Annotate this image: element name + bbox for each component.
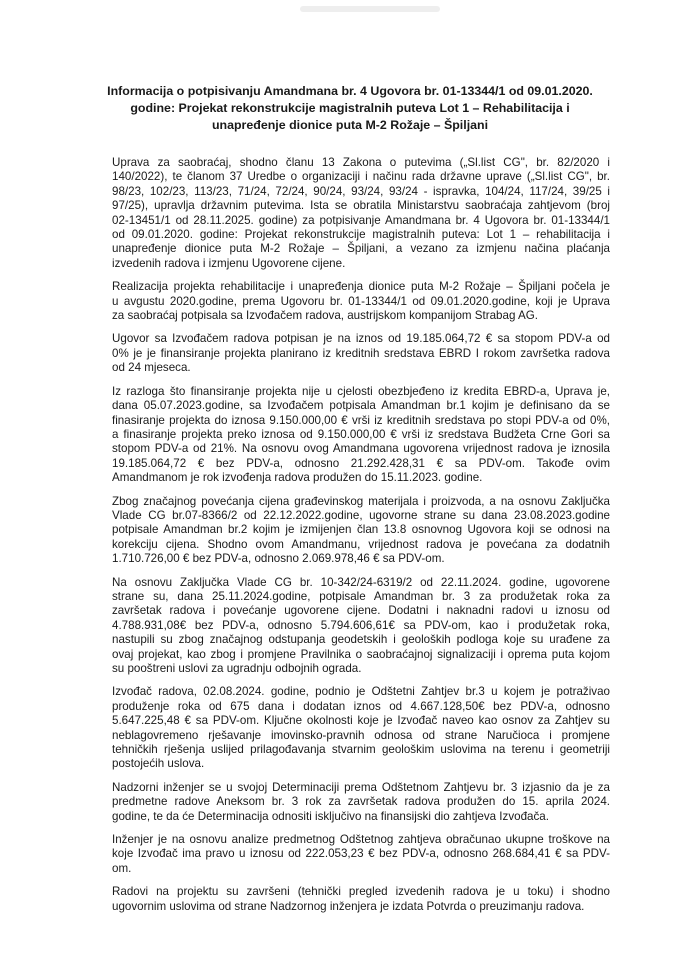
text-line: Nadzorni inženjer se u svojoj Determinaciji prema Odštetnom Zahtjevu br. 3 izjasnio da je za: [112, 780, 610, 794]
text-line: 19.185.064,72 € bez PDV-a, odnosno 21.292.428,31 € sa PDV-om. Takođe ovim: [112, 456, 610, 470]
text-line: Radovi na projektu su završeni (tehnički pregled izvedenih radova je u toku) i shodno: [112, 885, 610, 899]
text-line: su pooštreni uslovi za ugradnju odbojnih ograda.: [112, 662, 362, 675]
text-line: finasiranje projekta do iznosa 9.150.000,00 € vrši iz kreditnih sredstava po stopi PDV-a od 0%,: [112, 413, 610, 427]
text-line: 5.647.225,48 € sa PDV-om. Ključne okolnosti koje je Izvođač naveo kao osnov za Zahtjev su: [112, 714, 610, 728]
text-line: Realizacija projekta rehabilitacije i unapređenja dionice puta M-2 Rožaje – Špiljani počela je: [112, 280, 610, 294]
text-line: 1.710.726,00 € bez PDV-a, odnosno 2.069.978,46 € sa PDV-om.: [112, 552, 445, 566]
paragraph-2: [112, 280, 610, 323]
text-line: tehničkih rješenja uslijed prilagođavanja stvarnim geološkim uslovima na terenu i geometriji: [112, 743, 610, 757]
title-line: godine: Projekat rekonstrukcije magistralnih puteva Lot 1 – Rehabilitacija i: [130, 101, 570, 115]
text-line: 0% je je finansiranje projekta planirano iz kreditnih sredstava EBRD I rokom završetka radova: [112, 346, 610, 360]
text-line: Ugovor sa Izvođačem radova potpisan je na iznos od 19.185.064,72 € sa stopom PDV-a od: [112, 332, 610, 346]
text-line: Iz razloga što finansiranje projekta nije u cjelosti obezbjeđeno iz kredita EBRD-a, Uprava je,: [112, 384, 610, 398]
scan-artifact: [300, 6, 440, 12]
title-line: Informacija o potpisivanju Amandmana br. 4 Ugovora br. 01-13344/1 od 09.01.2020.: [107, 84, 593, 98]
text-line: Na osnovu Zaključka Vlade CG br. 10-342/24-6319/2 od 22.11.2024. godine, ugovorene: [112, 575, 610, 589]
paragraph-9: [112, 833, 610, 876]
text-line: potpisale Amandman br.2 kojim je izmijenjen član 13.8 osnovnog Ugovora koji se odnosi na: [112, 523, 610, 537]
text-line: Zbog značajnog povećanja cijena građevinskog materijala i proizvoda, a na osnovu Zaključka: [112, 494, 610, 508]
text-line: od 09.01.2020. godine: Projekat rekonstrukcije magistralnih puteva: Lot 1 – rehabilitacija i: [112, 228, 610, 242]
text-line: a finasiranje projekta preko iznosa od 9.150.000,00 € vrši iz sredstava Budžeta Crne Gori sa: [112, 427, 610, 441]
text-line: Izvođač radova, 02.08.2024. godine, podnio je Odštetni Zahtjev br.3 u kojem je potraživao: [112, 685, 610, 699]
paragraph-3: [112, 332, 610, 375]
text-line: Amandmanom je rok izvođenja radova produžen do 15.11.2023. godine.: [112, 471, 483, 485]
paragraph-6: [112, 576, 610, 677]
text-line: u avgustu 2020.godine, prema Ugovoru br. 01-13344/1 od 09.01.2020.godine, koji je Uprava: [112, 294, 610, 308]
text-line: za saobraćaj potpisala sa Izvođačem radova, austrijskom kompanijom Strabag AG.: [112, 309, 538, 323]
text-line: Uprava za saobraćaj, shodno članu 13 Zakona o putevima („Sl.list CG", br. 82/2020 i: [112, 156, 610, 169]
text-line: predmetne radove Aneksom br. 3 rok za završetak radova produžen do 15. aprila 2024.: [112, 795, 610, 809]
text-line: koje Izvođač ima pravo u iznosu od 222.053,23 € bez PDV-a, odnosno 268.684,41 € sa PDV-: [112, 847, 610, 861]
paragraph-1: [112, 156, 610, 271]
text-line: od 24 mjeseca.: [112, 361, 191, 375]
text-line: 98/23, 102/23, 113/23, 71/24, 72/24, 90/24, 93/24, 93/24 - ispravka, 104/24, 117/24, 39/25 i: [112, 184, 610, 198]
text-line: 4.788.931,08€ bez PDV-a, odnosno 5.794.606,61€ sa PDV-om, kao i produžetak roka,: [112, 618, 610, 632]
text-line: nastupili su zbog značajnog odstupanja geodetskih i geoloških podloga koje su urađene za: [112, 633, 610, 647]
document-body: [112, 156, 610, 923]
text-line: stopom PDV-a od 21%. Na osnovu ovog Amandmana ugovorena vrijednost radova je iznosila: [112, 442, 610, 456]
paragraph-5: [112, 495, 610, 567]
paragraph-10: [112, 885, 610, 914]
text-line: postojećih uslova.: [112, 757, 205, 771]
text-line: ovaj projekat, kao zbog i promjene Pravilnika o saobraćajnoj signalizaciji i oprema puta kojom: [112, 647, 610, 661]
text-line: 140/2022), te članom 37 Uredbe o organizaciji i načinu rada državne uprave („Sl.list CG", br.: [112, 170, 610, 184]
text-line: ugovornim uslovima od strane Nadzornog inženjera je izdata Potvrda o preuzimanju radova.: [112, 899, 585, 913]
text-line: om.: [112, 861, 132, 875]
text-line: 02-13451/1 od 28.11.2025. godine) za potpisivanje Amandmana br. 4 Ugovora br. 01-13344/1: [112, 213, 610, 227]
document-title: [100, 83, 600, 134]
paragraph-7: [112, 685, 610, 771]
title-line: unapređenje dionice puta M-2 Rožaje – Špiljani: [211, 118, 489, 132]
text-line: strane su, dana 25.11.2024.godine, potpisale Amandman br. 3 za produžetak roka za: [112, 589, 610, 603]
text-line: unapređenje dionice puta M-2 Rožaje – Špiljani, a vezano za izmjenu načina plaćanja: [112, 242, 610, 256]
text-line: Vlade CG br.07-8366/2 od 22.12.2022.godine, ugovorne strane su dana 23.08.2023.godine: [112, 508, 610, 522]
text-line: 97/25), upravlja državnim putevima. Ista se obratila Ministarstvu saobraćaja zahtjevom (broj: [112, 199, 610, 213]
text-line: izvedenih radova i izmjenu Ugovorene cijene.: [112, 256, 346, 270]
paragraph-4: [112, 385, 610, 486]
text-line: korekciju cijena. Shodno ovom Amandmanu, vrijednost radova je povećana za dodatnih: [112, 537, 610, 551]
text-line: Inženjer je na osnovu analize predmetnog Odštetnog zahtjeva obračunao ukupne troškove na: [112, 833, 610, 847]
text-line: produženje roka od 675 dana i dodatan iznos od 4.667.128,50€ bez PDV-a, odnosno: [112, 699, 610, 713]
text-line: dana 05.07.2023.godine, sa Izvođačem potpisala Amandman br.1 kojim je definisano da se: [112, 399, 610, 413]
text-line: završetak radova i povećanje ugovorene cijene. Dodatni i naknadni radovi u iznosu od: [112, 604, 610, 618]
paragraph-8: [112, 781, 610, 824]
text-line: neblagovremeno rješavanje imovinsko-pravnih odnosa od strane Naručioca i promjene: [112, 728, 610, 742]
text-line: godine, te da će Determinacija odnositi isključivo na finansijski dio zahtjeva Izvođača.: [112, 809, 549, 823]
